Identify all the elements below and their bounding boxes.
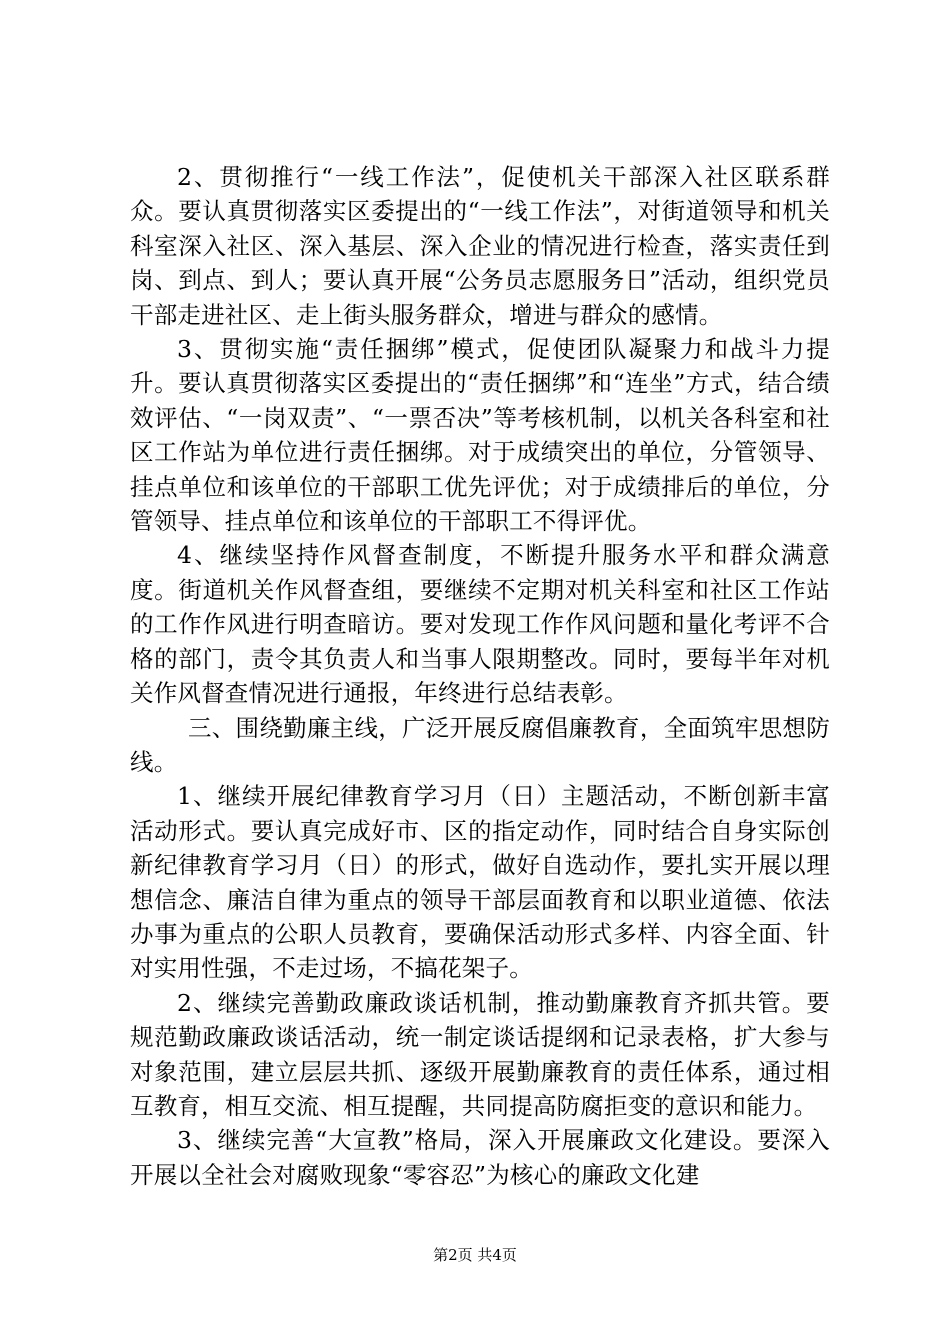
paragraph-item-4-zuofeng: 4、继续坚持作风督查制度，不断提升服务水平和群众满意度。街道机关作风督查组，要继续不定期对机关科室和社区工作站的工作作风进行明查暗访。要对发现工作作风问题和量化考评不合格的部门，责令其负责人和当事人限期整改。同时，要每半年对机关作风督查情况进行通报，年终进行总结表彰。 — [130, 541, 830, 708]
page-footer — [0, 1245, 950, 1265]
paragraph-item-1-jilv: 1、继续开展纪律教育学习月（日）主题活动，不断创新丰富活动形式。要认真完成好市、区的指定动作，同时结合自身实际创新纪律教育学习月（日）的形式，做好自选动作，要扎实开展以理想信念、廉洁自律为重点的领导干部层面教育和以职业道德、依法办事为重点的公职人员教育，要确保活动形式多样、内容全面、针对实用性强，不走过场，不搞花架子。 — [130, 782, 830, 983]
section-heading-three: 三、围绕勤廉主线，广泛开展反腐倡廉教育，全面筑牢思想防线。 — [130, 713, 830, 776]
page-indicator: 第2页 共4页 — [433, 1246, 517, 1264]
paragraph-item-3-xuanjiao: 3、继续完善“大宣教”格局，深入开展廉政文化建设。要深入开展以全社会对腐败现象“零容忍”为核心的廉政文化建 — [130, 1126, 830, 1189]
paragraph-item-2-tanhua: 2、继续完善勤政廉政谈话机制，推动勤廉教育齐抓共管。要规范勤政廉政谈话活动，统一制定谈话提纲和记录表格，扩大参与对象范围，建立层层共抓、逐级开展勤廉教育的责任体系，通过相互教育，相互交流、相互提醒，共同提高防腐拒变的意识和能力。 — [130, 988, 830, 1120]
paragraph-item-3-zeren: 3、贯彻实施“责任捆绑”模式，促使团队凝聚力和战斗力提升。要认真贯彻落实区委提出的“责任捆绑”和“连坐”方式，结合绩效评估、“一岗双责”、“一票否决”等考核机制，以机关各科室和社区工作站为单位进行责任捆绑。对于成绩突出的单位，分管领导、挂点单位和该单位的干部职工优先评优；对于成绩排后的单位，分管领导、挂点单位和该单位的干部职工不得评优。 — [130, 335, 830, 536]
document-body — [130, 160, 830, 1192]
paragraph-item-2-yixian: 2、贯彻推行“一线工作法”，促使机关干部深入社区联系群众。要认真贯彻落实区委提出的“一线工作法”，对街道领导和机关科室深入社区、深入基层、深入企业的情况进行检查，落实责任到岗、到点、到人；要认真开展“公务员志愿服务日”活动，组织党员干部走进社区、走上街头服务群众，增进与群众的感情。 — [130, 163, 830, 329]
